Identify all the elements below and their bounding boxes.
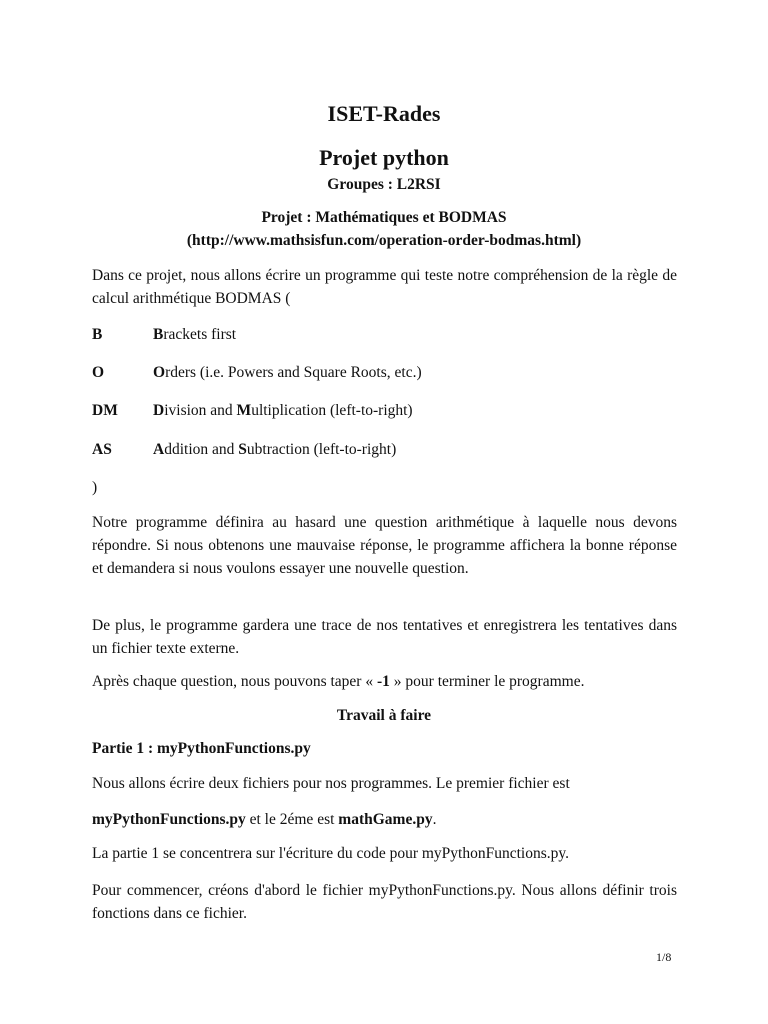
part1-heading: Partie 1 : myPythonFunctions.py bbox=[92, 740, 311, 757]
part1-focus-paragraph: La partie 1 se concentrera sur l'écriture du code pour myPythonFunctions.py. bbox=[92, 845, 569, 862]
bodmas-acronym-dm: DM bbox=[92, 402, 118, 419]
reference-url: (http://www.mathsisfun.com/operation-order-bodmas.html) bbox=[186, 232, 582, 249]
project-title: Projet : Mathématiques et BODMAS bbox=[261, 209, 507, 226]
tracking-paragraph: De plus, le programme gardera une trace de nos tentatives et enregistrera les tentatives dans un fichier texte externe. bbox=[92, 617, 677, 657]
exit-instruction-paragraph: Après chaque question, nous pouvons taper « -1 » pour terminer le programme. bbox=[92, 673, 585, 690]
bodmas-acronym-b: B bbox=[92, 326, 103, 343]
program-description-paragraph: Notre programme définira au hasard une question arithmétique à laquelle nous devons répondre. Si nous obtenons une mauvaise réponse, le programme affichera la bonne réponse et demandera si nous voulons essayer une nouvelle question. bbox=[92, 514, 677, 577]
work-heading: Travail à faire bbox=[336, 707, 432, 724]
closing-parenthesis: ) bbox=[92, 479, 98, 496]
bodmas-definition-b: Brackets first bbox=[153, 326, 237, 343]
files-names-line: myPythonFunctions.py et le 2éme est mathGame.py. bbox=[92, 811, 437, 828]
files-intro-paragraph: Nous allons écrire deux fichiers pour nos programmes. Le premier fichier est bbox=[92, 775, 570, 792]
intro-paragraph: Dans ce projet, nous allons écrire un programme qui teste notre compréhension de la règle de calcul arithmétique BODMAS ( bbox=[92, 267, 677, 307]
bodmas-acronym-as: AS bbox=[92, 441, 112, 458]
institution-title: ISET-Rades bbox=[327, 101, 441, 126]
bodmas-definition-as: Addition and Subtraction (left-to-right) bbox=[153, 441, 397, 458]
bodmas-definition-o: Orders (i.e. Powers and Square Roots, etc.) bbox=[153, 364, 422, 381]
bodmas-acronym-o: O bbox=[92, 364, 105, 381]
bodmas-definition-dm: Division and Multiplication (left-to-right) bbox=[153, 402, 413, 419]
groups-line: Groupes : L2RSI bbox=[327, 176, 441, 193]
page-number: 1/8 bbox=[656, 950, 672, 964]
document-title: Projet python bbox=[319, 145, 449, 170]
functions-intro-paragraph: Pour commencer, créons d'abord le fichier myPythonFunctions.py. Nous allons définir trois fonctions dans ce fichier. bbox=[92, 882, 677, 922]
